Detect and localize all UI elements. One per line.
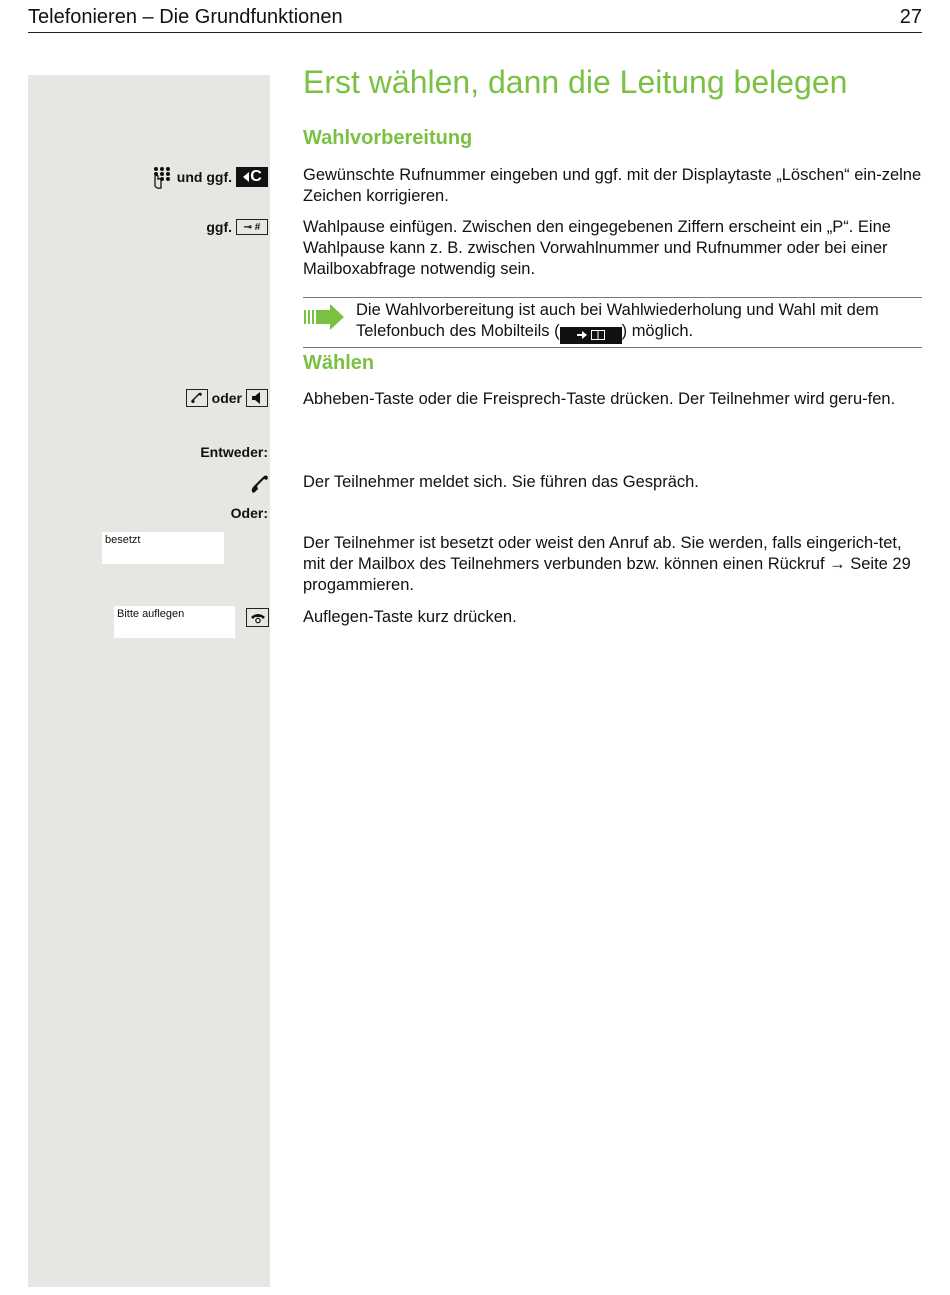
- und-ggf-label: und ggf.: [176, 169, 232, 185]
- offhook-icon: [186, 389, 208, 407]
- note-bottom-rule: [303, 347, 922, 348]
- paragraph-busy: Der Teilnehmer ist besetzt oder weist den Anruf ab. Sie werden, falls eingerich-tet, mit der Mailbox des Teilnehmers verbunden bzw. können einen Rückruf → Seite 29 progammieren.: [303, 534, 911, 594]
- phonebook-key-icon: [560, 327, 622, 344]
- sidebar-keypad-delete: [151, 165, 268, 189]
- page-heading: Erst wählen, dann die Leitung belegen: [303, 64, 848, 100]
- paragraph-enter-number: Gewünschte Rufnummer eingeben und ggf. mit der Displaytaste „Löschen“ ein-zelne Zeichen korrigieren.: [303, 166, 922, 205]
- ggf-label: ggf.: [206, 219, 232, 235]
- pause-key-icon: ⊸ #: [236, 219, 268, 235]
- note-text: Die Wahlvorbereitung ist auch bei Wahlwiederholung und Wahl mit dem Telefonbuch des Mobilteils ( ) möglich.: [356, 300, 926, 344]
- header-rule: [28, 32, 922, 33]
- note-top-rule: [303, 297, 922, 298]
- page-number: 27: [899, 6, 922, 28]
- handset-icon: [250, 474, 270, 499]
- sidebar-column: [28, 75, 270, 1287]
- paragraph-pick-up: Abheben-Taste oder die Freisprech-Taste drücken. Der Teilnehmer wird geru-fen.: [303, 390, 896, 408]
- paragraph-hang-up: Auflegen-Taste kurz drücken.: [303, 608, 517, 626]
- entweder-label: Entweder:: [200, 444, 268, 460]
- display-busy: besetzt: [102, 532, 224, 564]
- oder-option-label: Oder:: [230, 505, 268, 521]
- hangup-icon: [246, 608, 269, 627]
- section-heading-prep: Wahlvorbereitung: [303, 127, 473, 149]
- delete-key-icon: C: [236, 167, 268, 187]
- oder-label: oder: [211, 390, 242, 406]
- paragraph-dial-pause: Wahlpause einfügen. Zwischen den eingegebenen Ziffern erscheint ein „P“. Eine Wahlpause kann z. B. zwischen Vorwahlnummer und Rufnummer oder bei einer Mailboxabfrage notwendig sein.: [303, 218, 891, 278]
- running-header-title: Telefonieren – Die Grundfunktionen: [28, 6, 343, 28]
- section-heading-dial: Wählen: [303, 352, 375, 374]
- speaker-icon: [246, 389, 268, 407]
- sidebar-offhook-speaker: [186, 389, 268, 407]
- keypad-icon: [151, 165, 173, 189]
- sidebar-ggf-pause: [206, 219, 268, 235]
- display-hangup: Bitte auflegen: [114, 606, 235, 638]
- arrow-note-icon: [304, 304, 346, 335]
- paragraph-connected: Der Teilnehmer meldet sich. Sie führen das Gespräch.: [303, 473, 699, 491]
